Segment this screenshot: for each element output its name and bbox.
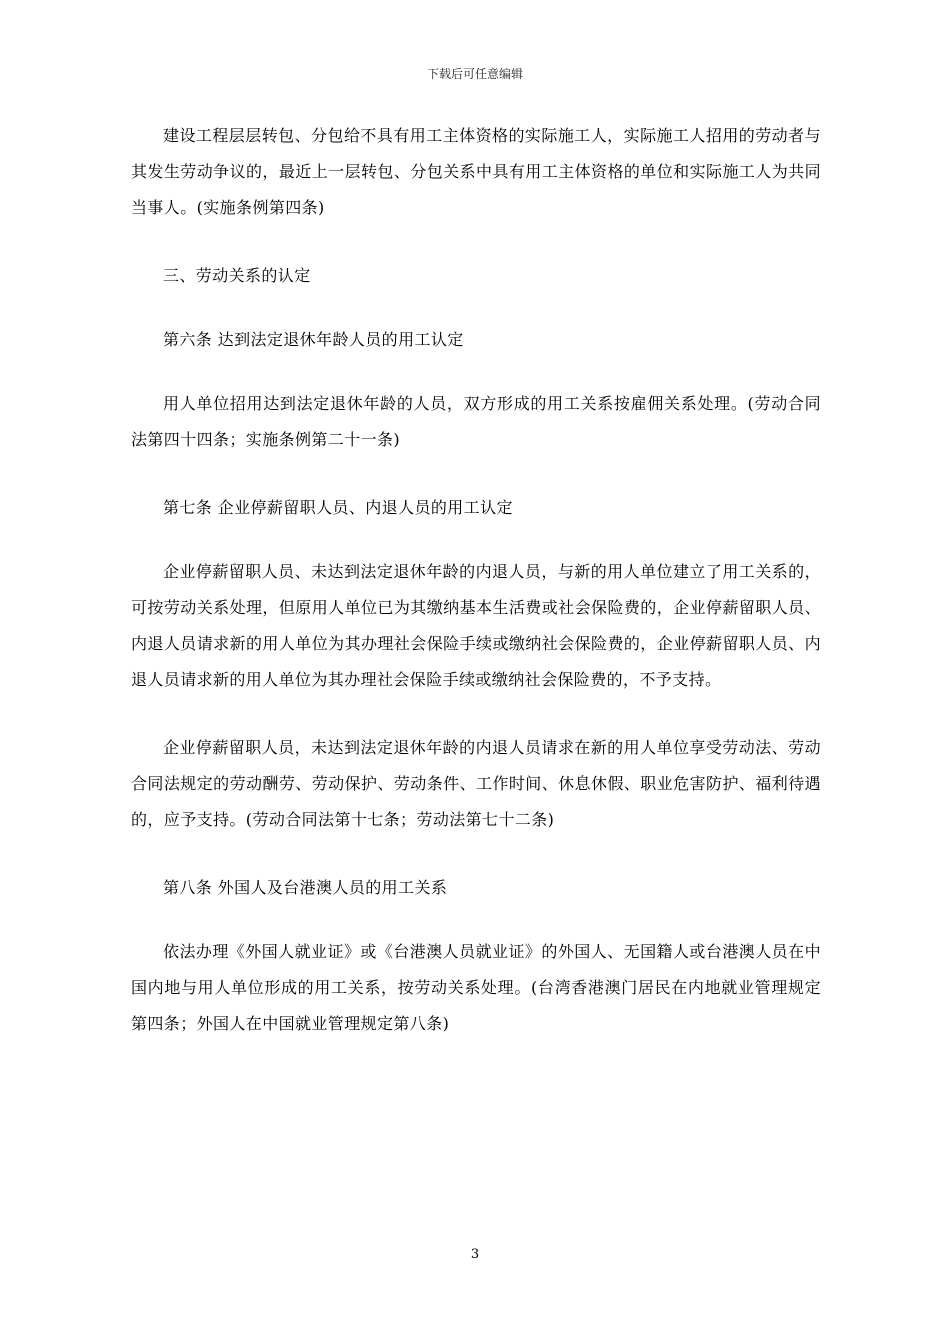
- article-8-body: 依法办理《外国人就业证》或《台港澳人员就业证》的外国人、无国籍人或台港澳人员在中国内地与用人单位形成的用工关系，按劳动关系处理。(台湾香港澳门居民在内地就业管理规定第四条；外国人在中国就业管理规定第八条): [131, 942, 821, 1033]
- paragraph-subcontract: 建设工程层层转包、分包给不具有用工主体资格的实际施工人，实际施工人招用的劳动者与其发生劳动争议的，最近上一层转包、分包关系中具有用工主体资格的单位和实际施工人为共同当事人。(实施条例第四条): [131, 126, 821, 217]
- article-7-body-2: 企业停薪留职人员，未达到法定退休年龄的内退人员请求在新的用人单位享受劳动法、劳动合同法规定的劳动酬劳、劳动保护、劳动条件、工作时间、休息休假、职业危害防护、福利待遇的，应予支持。(劳动合同法第十七条；劳动法第七十二条): [131, 738, 821, 829]
- document-body: [131, 118, 821, 1074]
- article-7-heading: 第七条 企业停薪留职人员、内退人员的用工认定: [163, 498, 513, 517]
- section-heading-labor-relation: 三、劳动关系的认定: [163, 266, 311, 285]
- article-6-body: 用人单位招用达到法定退休年龄的人员，双方形成的用工关系按雇佣关系处理。(劳动合同法第四十四条；实施条例第二十一条): [131, 394, 821, 449]
- article-8-heading: 第八条 外国人及台港澳人员的用工关系: [163, 878, 448, 897]
- page-number: 3: [470, 1247, 480, 1262]
- article-6-heading: 第六条 达到法定退休年龄人员的用工认定: [163, 330, 464, 349]
- article-7-body-1: 企业停薪留职人员、未达到法定退休年龄的内退人员，与新的用人单位建立了用工关系的，可按劳动关系处理，但原用人单位已为其缴纳基本生活费或社会保险费的，企业停薪留职人员、内退人员请求新的用人单位为其办理社会保险手续或缴纳社会保险费的，企业停薪留职人员、内退人员请求新的用人单位为其办理社会保险手续或缴纳社会保险费的，不予支持。: [131, 562, 821, 689]
- page-header: 下载后可任意编辑: [426, 67, 523, 81]
